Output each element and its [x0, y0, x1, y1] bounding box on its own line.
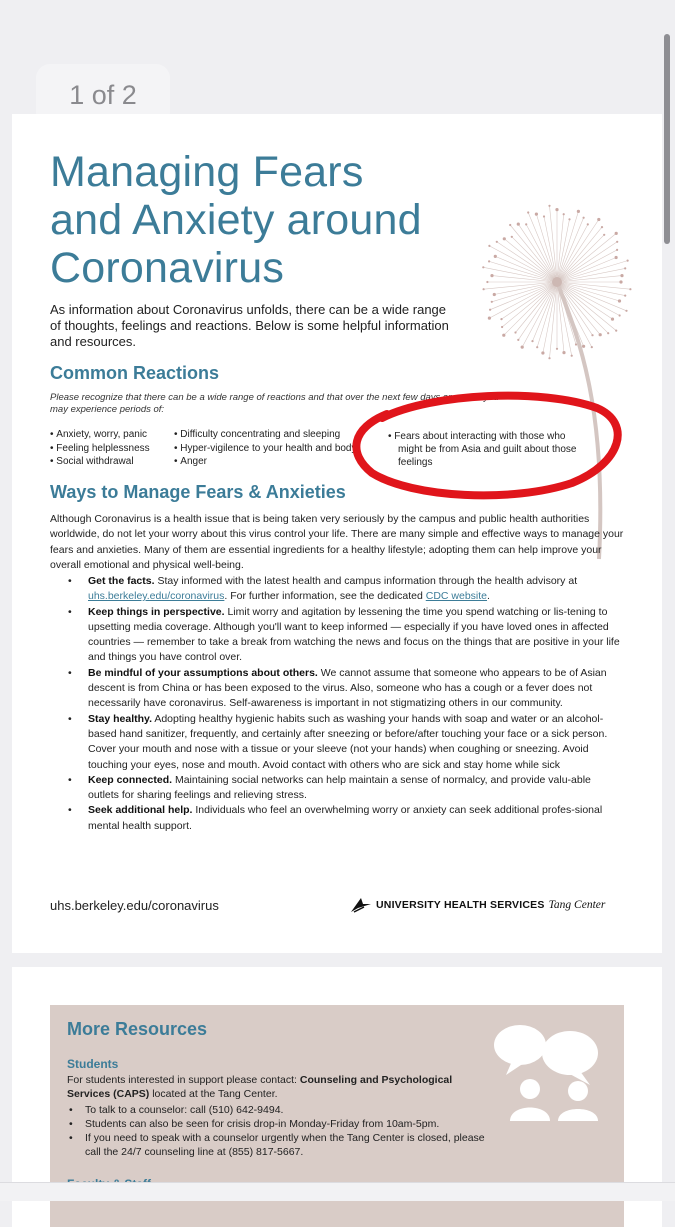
- item-lead: Get the facts.: [88, 575, 155, 587]
- list-item: • Students can also be seen for crisis drop-in Monday-Friday from 10am-5pm.: [67, 1117, 487, 1131]
- page-title: [50, 148, 422, 292]
- item-text: . For further information, see the dedicated: [224, 590, 426, 603]
- reaction-item: • Anger: [174, 455, 386, 469]
- uhs-link[interactable]: uhs.berkeley.edu/coronavirus: [88, 590, 225, 603]
- list-item: [50, 803, 624, 834]
- uhs-logo-text: UNIVERSITY HEALTH SERVICES: [376, 899, 545, 911]
- ways-heading: Ways to Manage Fears & Anxieties: [50, 482, 346, 502]
- uhs-logo: [350, 896, 605, 914]
- list-item: • To talk to a counselor: call (510) 642-9494.: [67, 1103, 487, 1117]
- footer-url: uhs.berkeley.edu/coronavirus: [50, 898, 219, 913]
- students-intro-text: For students interested in support please contact:: [67, 1074, 300, 1086]
- title-line-1: Managing Fears: [50, 148, 364, 196]
- list-item: [50, 574, 624, 605]
- item-lead: Be mindful of your assumptions about others.: [88, 666, 318, 679]
- red-circle-annotation: [342, 378, 632, 508]
- document-page-1: [12, 114, 662, 953]
- reactions-column-1: [50, 428, 175, 469]
- list-item: • If you need to speak with a counselor urgently when the Tang Center is closed, please call the 24/7 counseling line at (855) 817-5667.: [67, 1131, 487, 1159]
- item-text: Maintaining social networks can help maintain a sense of normalcy, and provide valu-able outlets for sharing feelings and relieving stress.: [88, 773, 591, 802]
- students-heading: Students: [67, 1057, 119, 1071]
- uhs-logo-icon: [350, 896, 372, 914]
- reaction-item: • Feeling helplessness: [50, 442, 175, 456]
- item-text: Limit worry and agitation by lessening the time you spend watching or lis-tening to upsetting media coverage. Although you'll want to keep informed — especially if you have loved ones in affected countries — remember to take a break from watching the news and focus on the things that are positive in your life and things you have control over.: [88, 605, 620, 664]
- item-text: .: [487, 590, 490, 603]
- item-lead: Stay healthy.: [88, 712, 152, 725]
- tang-center-text: Tang Center: [548, 899, 606, 911]
- common-reactions-note: Please recognize that there can be a wide range of reactions and that over the next few days or weeks you may experience periods of:: [50, 392, 499, 415]
- ways-intro: Although Coronavirus is a health issue that is being taken very seriously by the campus and public health authorities worldwide, do not let your worry about this virus control your life. There are many simple and effective ways to manage your fears and anxieties. Many of them are essential ingredients for a healthy lifestyle; adopting them can help improve your overall emotional and physical well-being.: [50, 513, 624, 571]
- more-resources-heading: More Resources: [67, 1019, 208, 1039]
- title-line-2: and Anxiety around: [50, 196, 422, 244]
- chat-people-icon: [490, 1013, 610, 1123]
- reaction-item: • Hyper-vigilence to your health and body: [174, 442, 386, 456]
- reaction-item: • Difficulty concentrating and sleeping: [174, 428, 386, 442]
- students-intro: [67, 1073, 487, 1101]
- ways-list: [50, 574, 624, 834]
- list-item: [50, 666, 624, 712]
- intro-paragraph: As information about Coronavirus unfolds, there can be a wide range of thoughts, feelings and reactions. Below is some helpful information and resources.: [50, 302, 449, 349]
- cdc-link[interactable]: CDC website: [425, 590, 488, 603]
- scrollbar[interactable]: [664, 34, 670, 244]
- reaction-item: • Fears about interacting with those who might be from Asia and guilt about those feelings: [388, 430, 588, 469]
- page-counter-label: 1 of 2: [69, 79, 137, 110]
- title-line-3: Coronavirus: [50, 244, 285, 292]
- reaction-item: • Social withdrawal: [50, 455, 175, 469]
- item-text: We cannot assume that someone who appears to be of Asian descent is from China or has been exposed to the virus. Also, someone who has a cough or a fever does not necessarily have coronavirus. Self-awareness is important in not stigmatizing others in our community.: [88, 666, 607, 710]
- caps-name: Counseling and Psychological Services (CAPS): [67, 1074, 453, 1100]
- item-text: Stay informed with the latest health and campus information through the health advisory at: [154, 575, 578, 587]
- item-lead: Keep things in perspective.: [88, 605, 225, 618]
- item-lead: Seek additional help.: [88, 804, 193, 817]
- item-lead: Keep connected.: [88, 773, 173, 786]
- list-item: [50, 605, 624, 666]
- list-item: [50, 773, 624, 804]
- item-text: Adopting healthy hygienic habits such as washing your hands with soap and water or an alcohol-based hand sanitizer, frequently, and certainly after sneezing or before/after touching your face or a sick person. Cover your mouth and nose with a tissue or your sleeve (not your hands) when coughing or sneezing. Avoid touching your eyes, nose and mouth. Avoid contact with others who are sick and stay home while sick: [88, 712, 608, 771]
- item-text: Individuals who feel an overwhelming worry or anxiety can seek additional profes-sional mental health support.: [88, 804, 603, 832]
- reaction-item: • Anxiety, worry, panic: [50, 428, 175, 442]
- list-item: [50, 712, 624, 773]
- students-intro-text: located at the Tang Center.: [149, 1088, 278, 1100]
- common-reactions-heading: Common Reactions: [50, 363, 220, 383]
- bottom-toolbar: [0, 1182, 675, 1201]
- students-list: [67, 1103, 487, 1159]
